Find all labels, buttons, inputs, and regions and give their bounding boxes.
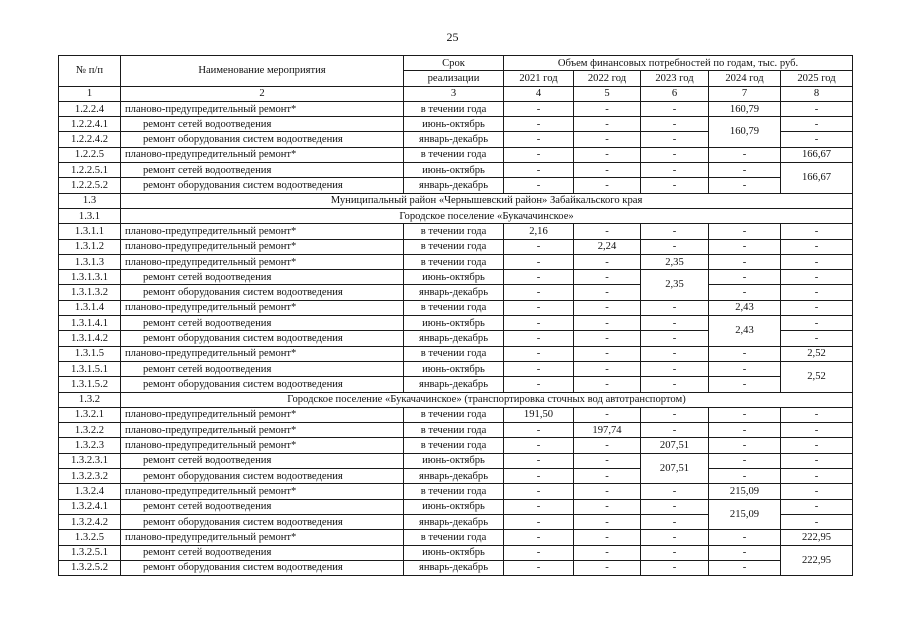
- year-value: 160,79: [709, 117, 781, 148]
- activity-name: планово-предупредительный ремонт*: [121, 346, 404, 361]
- year-value: -: [574, 499, 641, 514]
- column-number: 6: [641, 86, 709, 101]
- row-code: 1.3.1.4.2: [59, 331, 121, 346]
- header-term-1: Срок: [404, 56, 504, 71]
- year-value: -: [709, 438, 781, 453]
- table-row: [59, 346, 853, 361]
- row-code: 1.3.1.4.1: [59, 316, 121, 331]
- year-value: -: [504, 499, 574, 514]
- year-value: -: [574, 270, 641, 285]
- year-value: -: [574, 560, 641, 575]
- implementation-term: январь-декабрь: [404, 514, 504, 529]
- year-value: -: [781, 484, 853, 499]
- implementation-term: январь-декабрь: [404, 469, 504, 484]
- year-value: -: [641, 514, 709, 529]
- year-value: -: [709, 469, 781, 484]
- row-code: 1.3.2.3.1: [59, 453, 121, 468]
- header-year: 2024 год: [709, 71, 781, 86]
- year-value: -: [574, 101, 641, 116]
- year-value: 2,52: [781, 361, 853, 392]
- activity-name: планово-предупредительный ремонт*: [121, 147, 404, 162]
- year-value: -: [504, 346, 574, 361]
- column-number: 2: [121, 86, 404, 101]
- column-number: 1: [59, 86, 121, 101]
- year-value: -: [709, 545, 781, 560]
- year-value: -: [504, 377, 574, 392]
- year-value: 2,35: [641, 254, 709, 269]
- activity-name: планово-предупредительный ремонт*: [121, 101, 404, 116]
- column-number: 4: [504, 86, 574, 101]
- row-code: 1.3.1.5.2: [59, 377, 121, 392]
- activity-name: ремонт оборудования систем водоотведения: [121, 178, 404, 193]
- year-value: -: [781, 514, 853, 529]
- implementation-term: июнь-октябрь: [404, 316, 504, 331]
- year-value: -: [504, 239, 574, 254]
- year-value: -: [641, 163, 709, 178]
- activity-name: ремонт сетей водоотведения: [121, 163, 404, 178]
- implementation-term: в течении года: [404, 484, 504, 499]
- table-row: [59, 285, 853, 300]
- year-value: -: [504, 101, 574, 116]
- year-value: 215,09: [709, 499, 781, 530]
- row-code: 1.3.2.4.2: [59, 514, 121, 529]
- table-row: [59, 438, 853, 453]
- column-number: 3: [404, 86, 504, 101]
- row-code: 1.3.2.3.2: [59, 469, 121, 484]
- row-code: 1.3.1.3.2: [59, 285, 121, 300]
- year-value: -: [504, 484, 574, 499]
- implementation-term: в течении года: [404, 346, 504, 361]
- year-value: -: [574, 530, 641, 545]
- year-value: -: [504, 178, 574, 193]
- section-title: Муниципальный район «Чернышевский район» Забайкальского края: [121, 193, 853, 208]
- section-row: [59, 208, 853, 223]
- year-value: -: [574, 224, 641, 239]
- implementation-term: в течении года: [404, 407, 504, 422]
- implementation-term: в течении года: [404, 254, 504, 269]
- year-value: -: [709, 530, 781, 545]
- header-name: Наименование мероприятия: [121, 56, 404, 87]
- year-value: -: [781, 285, 853, 300]
- table-body: [59, 101, 853, 575]
- row-code: 1.3.1.2: [59, 239, 121, 254]
- year-value: -: [641, 101, 709, 116]
- table-row: [59, 545, 853, 560]
- year-value: -: [641, 560, 709, 575]
- row-code: 1.3.1.5.1: [59, 361, 121, 376]
- row-code: 1.3.2.1: [59, 407, 121, 422]
- row-code: 1.3.1.1: [59, 224, 121, 239]
- year-value: -: [641, 361, 709, 376]
- year-value: -: [504, 147, 574, 162]
- financial-needs-table: [58, 55, 853, 576]
- row-code: 1.3.2.5.2: [59, 560, 121, 575]
- year-value: -: [781, 331, 853, 346]
- implementation-term: в течении года: [404, 438, 504, 453]
- implementation-term: июнь-октябрь: [404, 163, 504, 178]
- implementation-term: июнь-октябрь: [404, 545, 504, 560]
- year-value: -: [574, 254, 641, 269]
- year-value: -: [781, 316, 853, 331]
- year-value: 222,95: [781, 545, 853, 576]
- year-value: -: [709, 560, 781, 575]
- year-value: -: [574, 361, 641, 376]
- year-value: 160,79: [709, 101, 781, 116]
- year-value: -: [574, 407, 641, 422]
- year-value: -: [504, 453, 574, 468]
- year-value: -: [641, 346, 709, 361]
- year-value: -: [504, 514, 574, 529]
- year-value: -: [574, 285, 641, 300]
- activity-name: ремонт оборудования систем водоотведения: [121, 285, 404, 300]
- implementation-term: январь-декабрь: [404, 285, 504, 300]
- row-code: 1.2.2.4: [59, 101, 121, 116]
- column-numbers-row: [59, 86, 853, 101]
- year-value: -: [781, 101, 853, 116]
- year-value: -: [781, 499, 853, 514]
- implementation-term: январь-декабрь: [404, 178, 504, 193]
- year-value: -: [641, 316, 709, 331]
- section-title: Городское поселение «Букачачинское»: [121, 208, 853, 223]
- table-row: [59, 163, 853, 178]
- activity-name: ремонт оборудования систем водоотведения: [121, 469, 404, 484]
- year-value: -: [641, 300, 709, 315]
- activity-name: планово-предупредительный ремонт*: [121, 300, 404, 315]
- year-value: -: [574, 331, 641, 346]
- section-row: [59, 193, 853, 208]
- year-value: -: [574, 316, 641, 331]
- activity-name: планово-предупредительный ремонт*: [121, 239, 404, 254]
- activity-name: планово-предупредительный ремонт*: [121, 407, 404, 422]
- year-value: 2,43: [709, 300, 781, 315]
- year-value: -: [641, 499, 709, 514]
- year-value: -: [574, 346, 641, 361]
- year-value: -: [781, 117, 853, 132]
- table-row: [59, 407, 853, 422]
- year-value: -: [504, 545, 574, 560]
- row-code: 1.3.2.4: [59, 484, 121, 499]
- year-value: 2,43: [709, 316, 781, 347]
- activity-name: ремонт сетей водоотведения: [121, 117, 404, 132]
- row-code: 1.3.1.3: [59, 254, 121, 269]
- year-value: -: [504, 285, 574, 300]
- row-code: 1.3.2.2: [59, 423, 121, 438]
- year-value: 2,24: [574, 239, 641, 254]
- year-value: -: [574, 484, 641, 499]
- year-value: -: [641, 147, 709, 162]
- year-value: -: [641, 239, 709, 254]
- table-row: [59, 101, 853, 116]
- implementation-term: июнь-октябрь: [404, 270, 504, 285]
- activity-name: планово-предупредительный ремонт*: [121, 484, 404, 499]
- table-row: [59, 178, 853, 193]
- row-code: 1.3.1.3.1: [59, 270, 121, 285]
- year-value: -: [504, 117, 574, 132]
- year-value: -: [504, 331, 574, 346]
- year-value: -: [641, 530, 709, 545]
- table-row: [59, 147, 853, 162]
- year-value: -: [574, 300, 641, 315]
- row-code: 1.3.1: [59, 208, 121, 223]
- activity-name: планово-предупредительный ремонт*: [121, 224, 404, 239]
- activity-name: ремонт оборудования систем водоотведения: [121, 132, 404, 147]
- year-value: -: [574, 469, 641, 484]
- year-value: -: [504, 560, 574, 575]
- year-value: -: [641, 423, 709, 438]
- table-row: [59, 270, 853, 285]
- implementation-term: январь-декабрь: [404, 560, 504, 575]
- year-value: 2,52: [781, 346, 853, 361]
- table-row: [59, 484, 853, 499]
- activity-name: ремонт сетей водоотведения: [121, 361, 404, 376]
- year-value: -: [504, 438, 574, 453]
- row-code: 1.3.2: [59, 392, 121, 407]
- activity-name: планово-предупредительный ремонт*: [121, 530, 404, 545]
- year-value: -: [641, 224, 709, 239]
- year-value: -: [574, 514, 641, 529]
- header-year: 2023 год: [641, 71, 709, 86]
- implementation-term: январь-декабрь: [404, 132, 504, 147]
- section-row: [59, 392, 853, 407]
- year-value: -: [781, 438, 853, 453]
- row-code: 1.3.2.3: [59, 438, 121, 453]
- year-value: -: [781, 407, 853, 422]
- year-value: -: [504, 132, 574, 147]
- row-code: 1.2.2.5: [59, 147, 121, 162]
- row-code: 1.3.2.5: [59, 530, 121, 545]
- year-value: -: [504, 270, 574, 285]
- activity-name: планово-предупредительный ремонт*: [121, 254, 404, 269]
- year-value: -: [574, 545, 641, 560]
- header-year: 2022 год: [574, 71, 641, 86]
- year-value: -: [709, 163, 781, 178]
- table-row: [59, 300, 853, 315]
- year-value: -: [504, 254, 574, 269]
- year-value: 2,35: [641, 270, 709, 301]
- year-value: -: [709, 147, 781, 162]
- year-value: -: [709, 285, 781, 300]
- row-code: 1.2.2.5.2: [59, 178, 121, 193]
- header-volume: Объем финансовых потребностей по годам, тыс. руб.: [504, 56, 853, 71]
- year-value: -: [781, 270, 853, 285]
- activity-name: ремонт сетей водоотведения: [121, 270, 404, 285]
- table-row: [59, 224, 853, 239]
- year-value: -: [574, 163, 641, 178]
- table-row: [59, 254, 853, 269]
- table-row: [59, 423, 853, 438]
- year-value: 215,09: [709, 484, 781, 499]
- activity-name: ремонт оборудования систем водоотведения: [121, 377, 404, 392]
- year-value: -: [709, 224, 781, 239]
- year-value: -: [781, 132, 853, 147]
- activity-name: ремонт оборудования систем водоотведения: [121, 514, 404, 529]
- year-value: -: [781, 300, 853, 315]
- year-value: -: [781, 453, 853, 468]
- year-value: -: [709, 178, 781, 193]
- table-row: [59, 469, 853, 484]
- row-code: 1.2.2.5.1: [59, 163, 121, 178]
- year-value: 197,74: [574, 423, 641, 438]
- section-title: Городское поселение «Букачачинское» (транспортировка сточных вод автотранспортом): [121, 392, 853, 407]
- row-code: 1.3: [59, 193, 121, 208]
- implementation-term: в течении года: [404, 300, 504, 315]
- year-value: -: [709, 254, 781, 269]
- year-value: 207,51: [641, 438, 709, 453]
- year-value: -: [641, 377, 709, 392]
- row-code: 1.3.1.5: [59, 346, 121, 361]
- activity-name: ремонт оборудования систем водоотведения: [121, 560, 404, 575]
- activity-name: ремонт сетей водоотведения: [121, 499, 404, 514]
- year-value: -: [709, 377, 781, 392]
- table-row: [59, 530, 853, 545]
- table-row: [59, 316, 853, 331]
- activity-name: ремонт сетей водоотведения: [121, 545, 404, 560]
- year-value: -: [574, 453, 641, 468]
- year-value: -: [781, 239, 853, 254]
- year-value: -: [641, 331, 709, 346]
- page-number: 25: [446, 30, 459, 44]
- year-value: 166,67: [781, 147, 853, 162]
- table-row: [59, 117, 853, 132]
- year-value: -: [574, 377, 641, 392]
- header-year: 2021 год: [504, 71, 574, 86]
- implementation-term: в течении года: [404, 423, 504, 438]
- row-code: 1.3.2.5.1: [59, 545, 121, 560]
- year-value: 166,67: [781, 163, 853, 194]
- year-value: -: [709, 270, 781, 285]
- column-number: 5: [574, 86, 641, 101]
- year-value: 2,16: [504, 224, 574, 239]
- year-value: -: [781, 224, 853, 239]
- table-row: [59, 377, 853, 392]
- year-value: -: [641, 484, 709, 499]
- year-value: -: [709, 346, 781, 361]
- column-number: 7: [709, 86, 781, 101]
- year-value: -: [641, 132, 709, 147]
- activity-name: планово-предупредительный ремонт*: [121, 423, 404, 438]
- activity-name: планово-предупредительный ремонт*: [121, 438, 404, 453]
- year-value: -: [709, 453, 781, 468]
- year-value: -: [504, 163, 574, 178]
- year-value: -: [574, 132, 641, 147]
- row-code: 1.3.2.4.1: [59, 499, 121, 514]
- year-value: -: [504, 530, 574, 545]
- year-value: -: [574, 178, 641, 193]
- activity-name: ремонт сетей водоотведения: [121, 316, 404, 331]
- implementation-term: январь-декабрь: [404, 377, 504, 392]
- year-value: -: [709, 239, 781, 254]
- year-value: -: [504, 316, 574, 331]
- activity-name: ремонт оборудования систем водоотведения: [121, 331, 404, 346]
- table-header: [59, 56, 853, 102]
- implementation-term: январь-декабрь: [404, 331, 504, 346]
- year-value: -: [504, 423, 574, 438]
- header-term-2: реализации: [404, 71, 504, 86]
- year-value: -: [781, 254, 853, 269]
- header-num: № п/п: [59, 56, 121, 87]
- year-value: 191,50: [504, 407, 574, 422]
- year-value: -: [574, 438, 641, 453]
- table-row: [59, 499, 853, 514]
- table-row: [59, 361, 853, 376]
- year-value: -: [781, 469, 853, 484]
- year-value: -: [709, 407, 781, 422]
- year-value: -: [574, 147, 641, 162]
- activity-name: ремонт сетей водоотведения: [121, 453, 404, 468]
- table-row: [59, 560, 853, 575]
- year-value: -: [641, 545, 709, 560]
- year-value: 222,95: [781, 530, 853, 545]
- year-value: -: [641, 178, 709, 193]
- implementation-term: в течении года: [404, 224, 504, 239]
- year-value: -: [709, 361, 781, 376]
- table-row: [59, 239, 853, 254]
- implementation-term: в течении года: [404, 147, 504, 162]
- table-row: [59, 453, 853, 468]
- year-value: -: [781, 423, 853, 438]
- row-code: 1.2.2.4.2: [59, 132, 121, 147]
- year-value: -: [504, 300, 574, 315]
- row-code: 1.2.2.4.1: [59, 117, 121, 132]
- year-value: -: [641, 117, 709, 132]
- header-year: 2025 год: [781, 71, 853, 86]
- implementation-term: июнь-октябрь: [404, 499, 504, 514]
- implementation-term: июнь-октябрь: [404, 361, 504, 376]
- implementation-term: в течении года: [404, 530, 504, 545]
- year-value: 207,51: [641, 453, 709, 484]
- implementation-term: в течении года: [404, 239, 504, 254]
- year-value: -: [641, 407, 709, 422]
- year-value: -: [504, 469, 574, 484]
- year-value: -: [574, 117, 641, 132]
- implementation-term: июнь-октябрь: [404, 117, 504, 132]
- implementation-term: июнь-октябрь: [404, 453, 504, 468]
- year-value: -: [709, 423, 781, 438]
- implementation-term: в течении года: [404, 101, 504, 116]
- row-code: 1.3.1.4: [59, 300, 121, 315]
- year-value: -: [504, 361, 574, 376]
- column-number: 8: [781, 86, 853, 101]
